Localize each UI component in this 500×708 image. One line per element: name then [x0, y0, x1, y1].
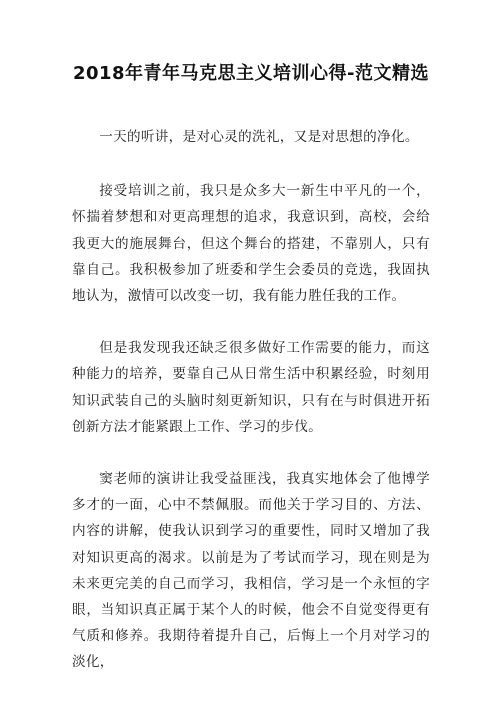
paragraph-2: 接受培训之前，我只是众多大一新生中平凡的一个，怀揣着梦想和对更高理想的追求，我意识到，高校，会给我更大的施展舞台，但这个舞台的搭建，不靠别人，只有靠自己。我积极参加了班委和学生会委员的竞选，我固执地认为，激情可以改变一切，我有能力胜任我的工作。	[72, 183, 430, 305]
paragraph-1: 一天的听讲，是对心灵的洗礼，又是对思想的净化。	[99, 129, 419, 145]
paragraph-3: 但是我发现我还缺乏很多做好工作需要的能力，而这种能力的培养，要靠自己从日常生活中积累经验，时刻用知识武装自己的头脑时刻更新知识，只有在与时俱进开拓创新方法才能紧跟上工作、学习的步伐。	[72, 340, 430, 435]
document-title: 2018年青年马克思主义培训心得-范文精选	[72, 63, 430, 84]
paragraph-4: 窦老师的演讲让我受益匪浅，我真实地体会了他博学多才的一面，心中不禁佩服。而他关于学习目的、方法、内容的讲解，使我认识到学习的重要性，同时又增加了我对知识更高的渴求。以前是为了考试而学习，现在则是为未来更完美的自己而学习，我相信，学习是一个永恒的字眼，当知识真正属于某个人的时候，他会不自觉变得更有气质和修养。我期待着提升自己，后悔上一个月对学习的淡化，	[72, 471, 430, 671]
